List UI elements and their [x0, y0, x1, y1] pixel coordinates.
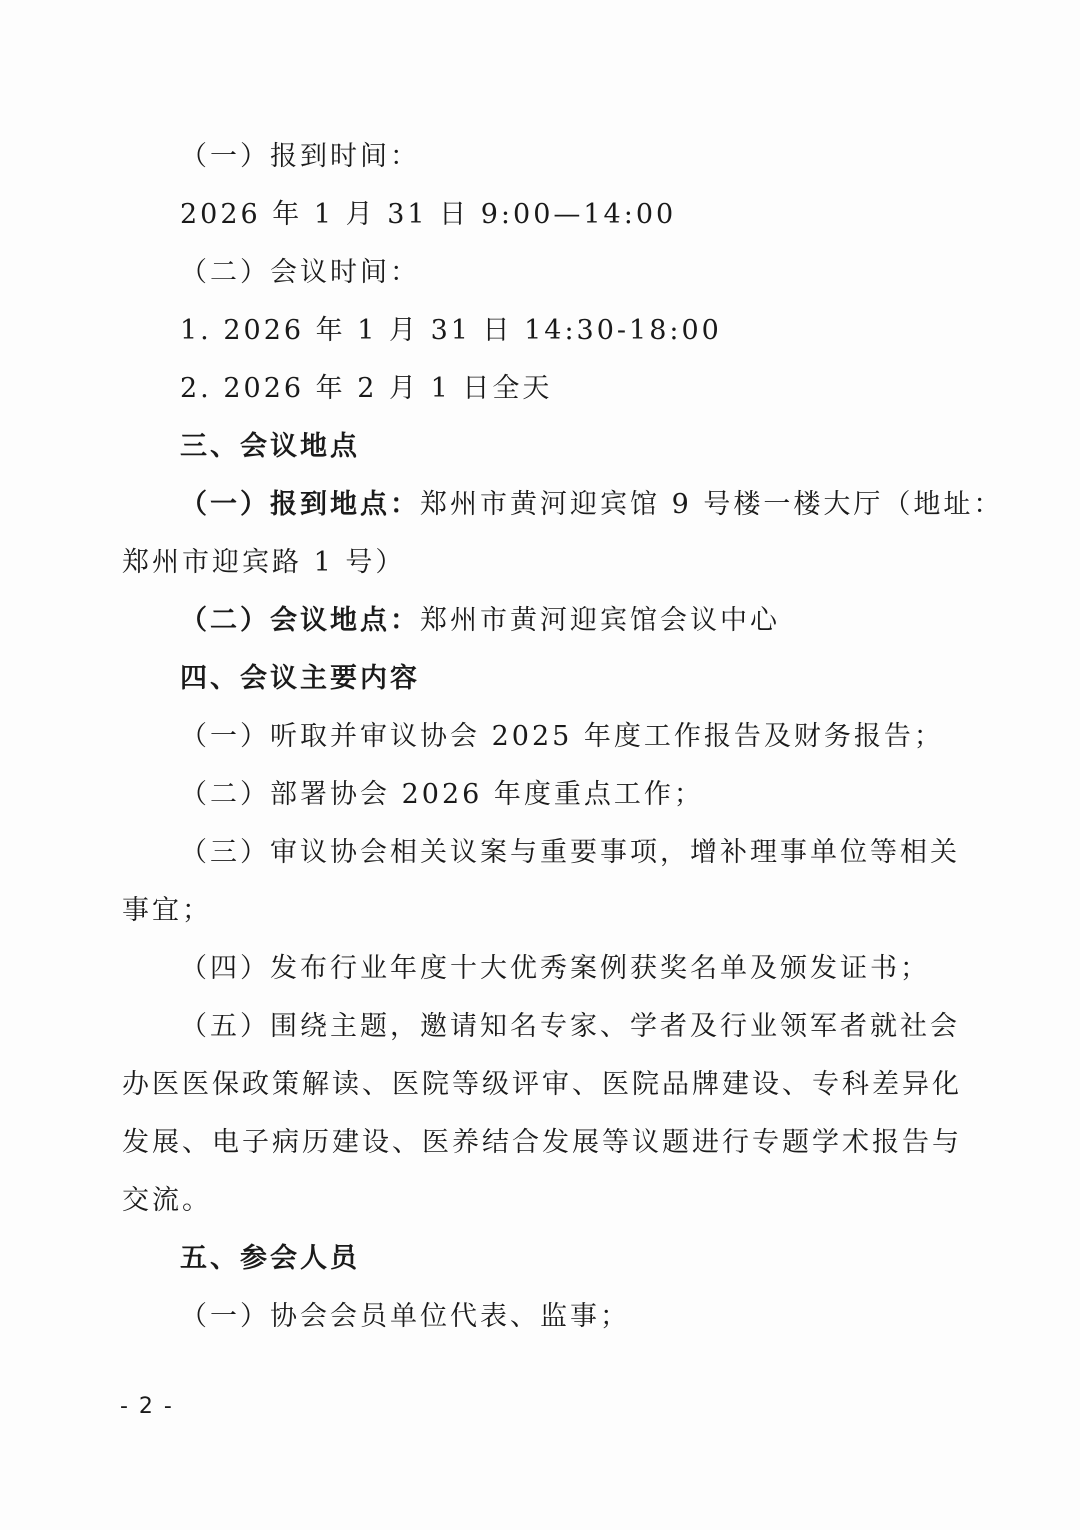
report-venue-label: （一）报到地点：: [180, 489, 420, 520]
meeting-venue-line: [122, 592, 944, 650]
content-item-4: （四）发布行业年度十大优秀案例获奖名单及颁发证书；: [180, 953, 930, 984]
section-heading-venue: 三、会议地点: [180, 431, 360, 462]
section-heading-attendees: 五、参会人员: [180, 1243, 360, 1274]
attendee-item-1: （一）协会会员单位代表、监事；: [180, 1301, 630, 1332]
meeting-time-heading: （二）会议时间：: [180, 257, 420, 288]
content-item-3-cont: 事宜；: [122, 895, 212, 926]
content-item-5-cont-1: 办医医保政策解读、医院等级评审、医院品牌建设、专科差异化: [122, 1069, 962, 1100]
report-venue-value: 郑州市黄河迎宾馆 9 号楼一楼大厅（地址：: [420, 489, 1004, 520]
content-item-3: （三）审议协会相关议案与重要事项，增补理事单位等相关: [180, 837, 960, 868]
meeting-time-item-1: 1. 2026 年 1 月 31 日 14:30-18:00: [180, 315, 722, 346]
meeting-venue-value: 郑州市黄河迎宾馆会议中心: [420, 605, 780, 636]
content-item-5-cont-2: 发展、电子病历建设、医养结合发展等议题进行专题学术报告与: [122, 1127, 962, 1158]
content-item-5: （五）围绕主题，邀请知名专家、学者及行业领军者就社会: [180, 1011, 960, 1042]
meeting-time-item-2: 2. 2026 年 2 月 1 日全天: [180, 373, 553, 404]
report-time-value: 2026 年 1 月 31 日 9:00—14:00: [180, 199, 677, 230]
report-time-heading: （一）报到时间：: [180, 141, 420, 172]
report-venue-address: 郑州市迎宾路 1 号）: [122, 547, 406, 578]
document-body: [122, 128, 1004, 1346]
content-item-1: （一）听取并审议协会 2025 年度工作报告及财务报告；: [180, 721, 944, 752]
meeting-venue-label: （二）会议地点：: [180, 605, 420, 636]
content-item-2: （二）部署协会 2026 年度重点工作；: [180, 779, 704, 810]
content-item-5-cont-3: 交流。: [122, 1185, 212, 1216]
page-number: - 2 -: [120, 1394, 174, 1419]
section-heading-content: 四、会议主要内容: [180, 663, 420, 694]
report-venue-line: [122, 476, 1004, 534]
